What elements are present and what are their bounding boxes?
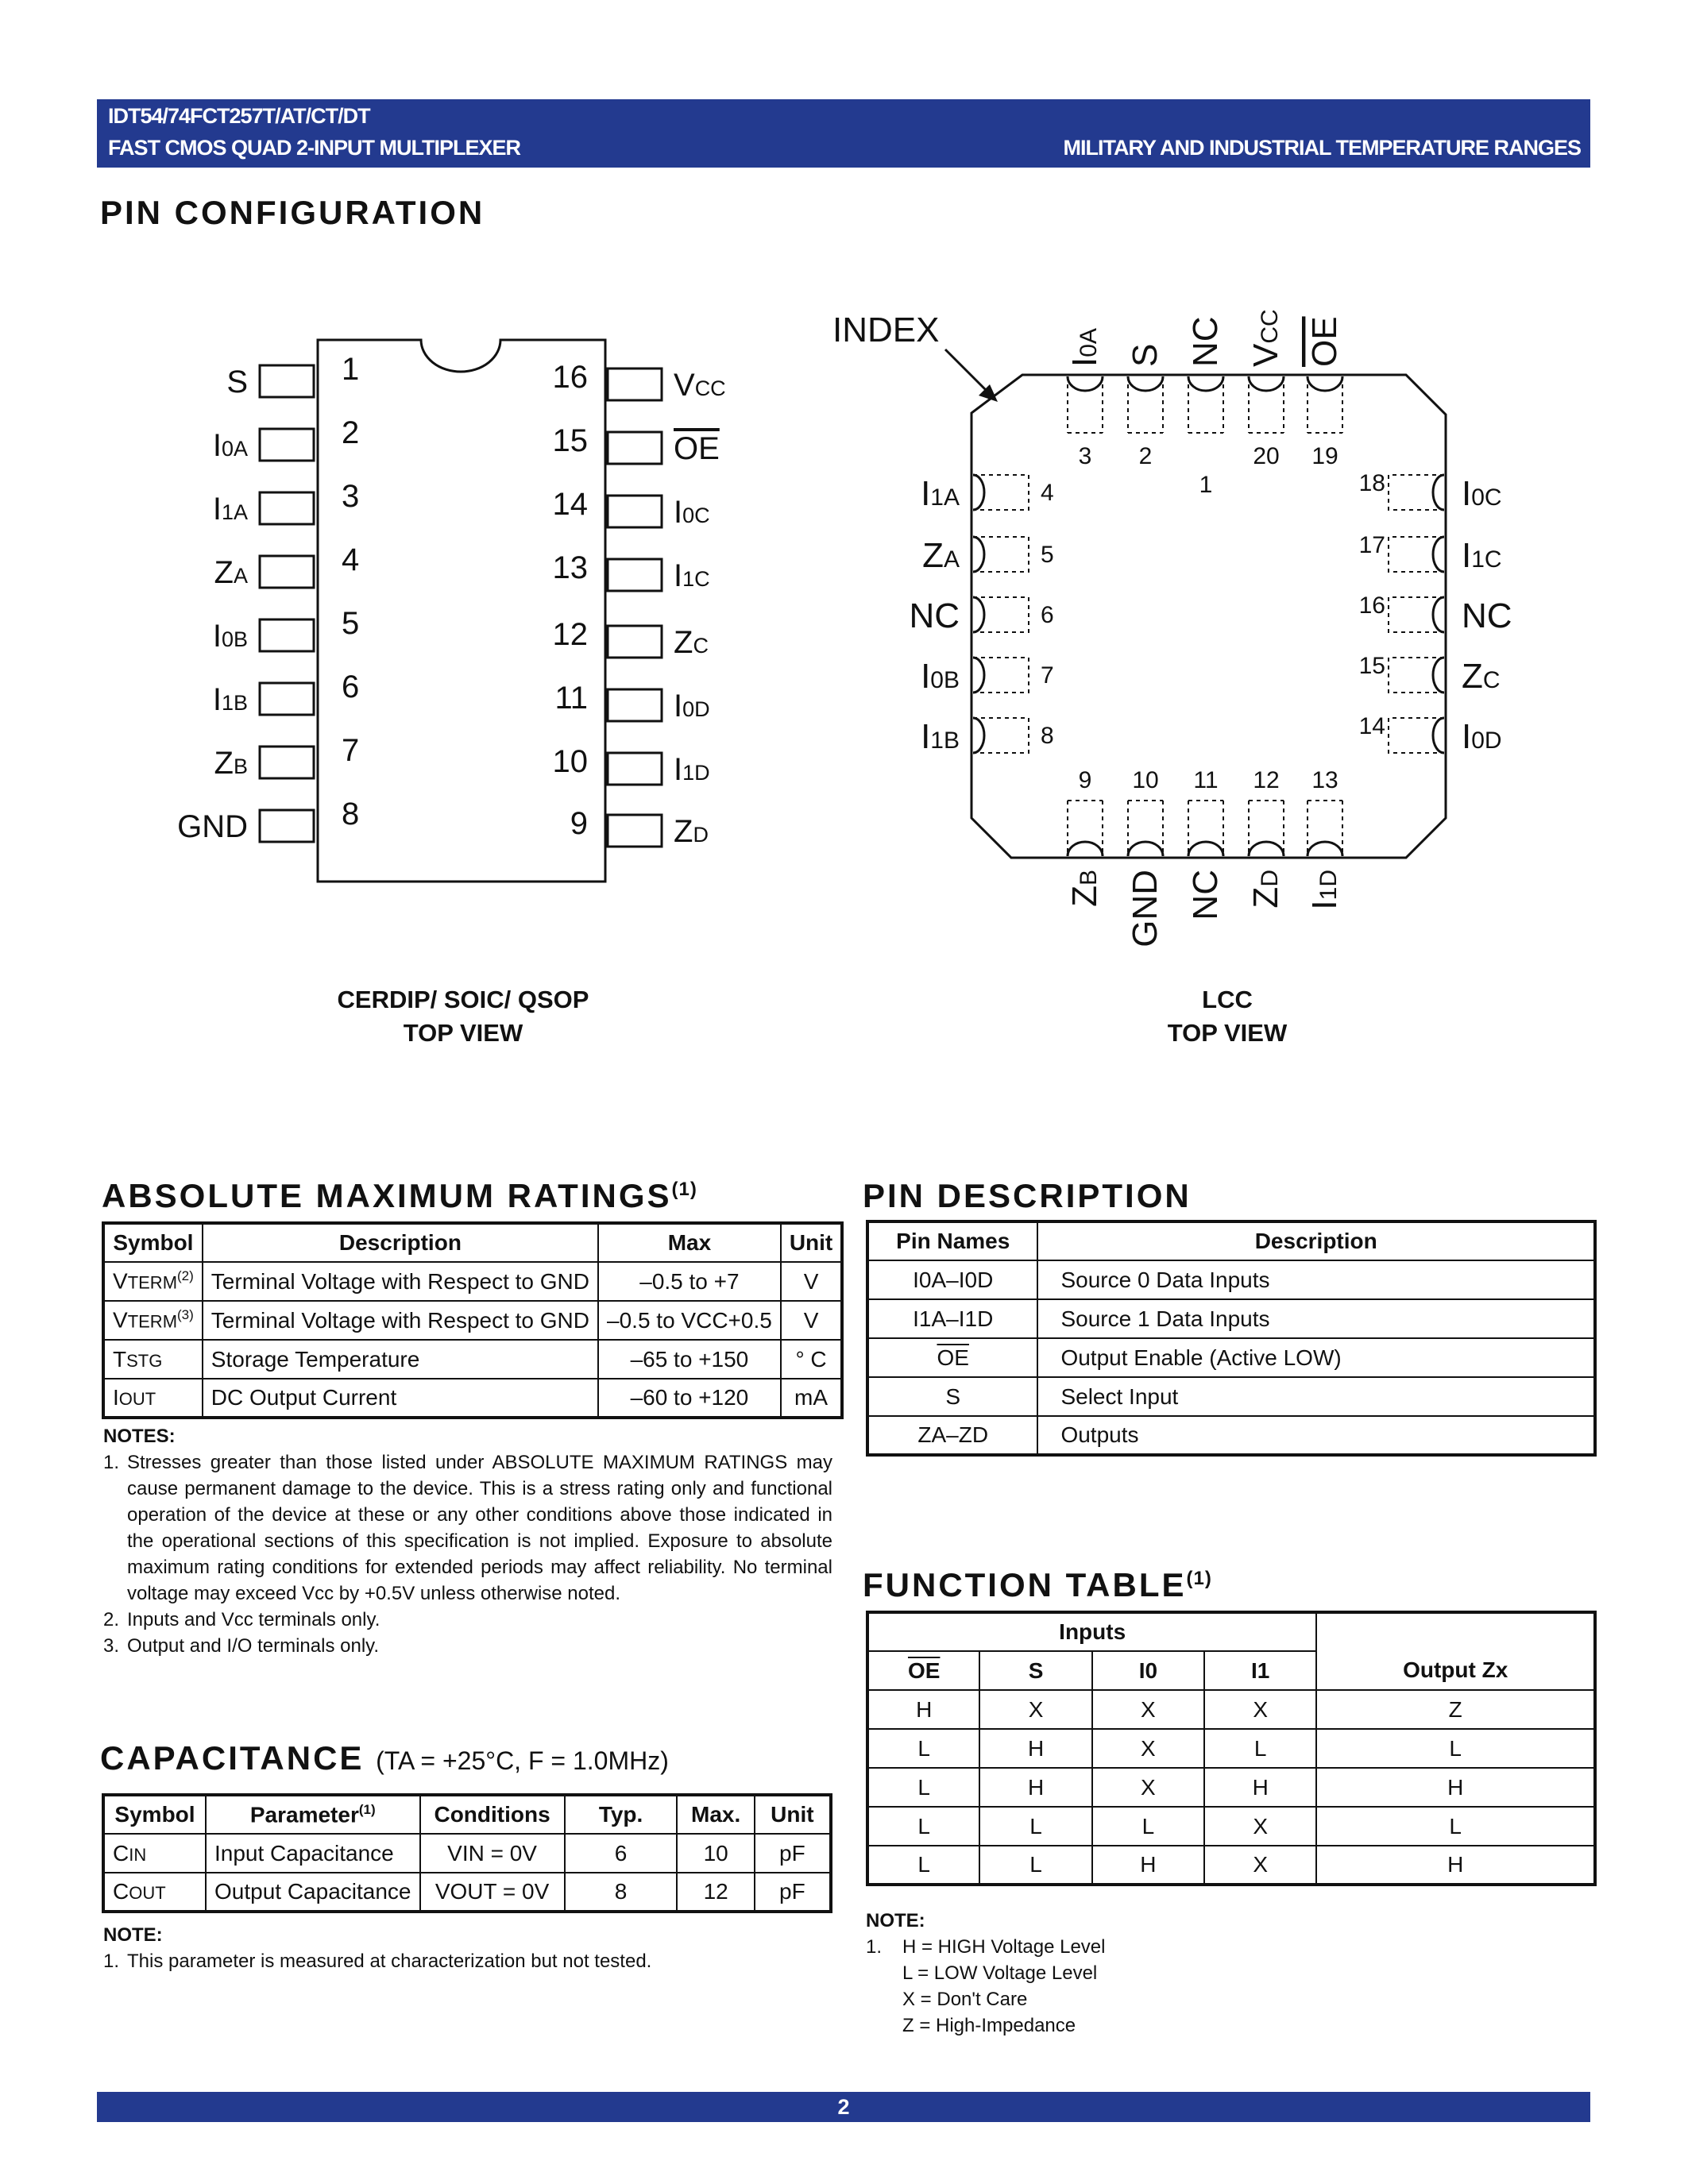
page-number: 2 <box>837 2095 850 2119</box>
dip-body-outline <box>318 340 605 882</box>
dip-pin-4 <box>214 542 360 590</box>
lcc-pad-edge <box>1188 376 1223 391</box>
lcc-pad-edge <box>1308 376 1342 391</box>
capacitance-notes: NOTE: 1. This parameter is measured at characterization but not tested. <box>103 1922 832 1974</box>
description-cell: Terminal Voltage with Respect to GND <box>203 1262 598 1301</box>
input-cell: X <box>1204 1846 1316 1885</box>
dip-pin-label: ZB <box>214 746 248 781</box>
symbol-cell: COUT <box>103 1873 206 1912</box>
lcc-pad-edge <box>1128 376 1163 391</box>
lcc-pin-14 <box>1359 713 1502 756</box>
function-col-header: I1 <box>1204 1651 1316 1690</box>
dip-pin-label: S <box>226 365 248 399</box>
pin-description-cell: Source 1 Data Inputs <box>1037 1299 1595 1338</box>
lcc-pad <box>1308 801 1342 856</box>
lcc-caption: LCC TOP VIEW <box>1167 986 1288 1047</box>
dip-pin-lead <box>260 492 314 524</box>
symbol-cell: VTERM$^{(2)}$ <box>103 1262 203 1301</box>
dip-pin-label: GND <box>177 809 248 844</box>
input-cell: L <box>979 1846 1091 1885</box>
lcc-pin-7 <box>921 657 1054 696</box>
lcc-pad-edge <box>1433 597 1444 632</box>
pin-name-cell: S <box>867 1377 1037 1416</box>
function-col-header: $\overline{OE}$ <box>867 1651 979 1690</box>
function-col-header: I0 <box>1092 1651 1204 1690</box>
input-cell: L <box>867 1729 979 1768</box>
dip-pin-16 <box>553 360 726 403</box>
pin-name-cell: I0A–I0D <box>867 1260 1037 1299</box>
lcc-pin-label: I1B <box>921 717 960 756</box>
dip-pin-11 <box>554 681 709 723</box>
dip-pin-13 <box>553 550 710 593</box>
pin-description-table <box>866 1220 1597 1457</box>
inputs-header: Inputs <box>867 1612 1316 1651</box>
dip-pin-label: I1D <box>674 752 710 787</box>
max-cell: –65 to +150 <box>598 1340 781 1379</box>
lcc-pin-label: I1A <box>921 474 960 513</box>
lcc-pin-label: NC <box>909 596 960 635</box>
table-row <box>867 1768 1595 1807</box>
input-cell: H <box>979 1729 1091 1768</box>
table-row <box>867 1690 1595 1729</box>
lcc-pad-edge <box>973 718 984 753</box>
lcc-pin-number: 19 <box>1311 443 1338 469</box>
pin-name-cell: I1A–I1D <box>867 1299 1037 1338</box>
lcc-pin-label: I0D <box>1462 717 1502 756</box>
table-row <box>103 1873 831 1912</box>
output-cell: H <box>1316 1768 1595 1807</box>
dip-pin-label: I0A <box>212 428 248 463</box>
lcc-pad-edge <box>1308 842 1342 856</box>
pin-configuration-title: PIN CONFIGURATION <box>100 194 485 231</box>
lcc-pad-edge <box>1433 475 1444 510</box>
dip-pin-lead <box>260 747 314 778</box>
table-row <box>867 1846 1595 1885</box>
unit-cell: V <box>781 1301 842 1340</box>
lcc-pad <box>1068 801 1103 856</box>
dip-pin-2 <box>213 415 359 463</box>
note-item: 1. Stresses greater than those listed under ABSOLUTE MAXIMUM RATINGS may cause permanent damage to the device. This is a stress rating only and functional operation of the device at these or any other conditions above those indicated in the operational sections of this specification is not implied. Exposure to absolute maximum rating conditions for extended periods may affect reliability. No terminal voltage may exceed Vcc by +0.5V unless otherwise noted. <box>103 1452 832 1604</box>
dip-package-diagram <box>0 0 842 913</box>
input-cell: L <box>1092 1807 1204 1846</box>
lcc-pin-18 <box>1359 470 1502 513</box>
input-cell: H <box>867 1690 979 1729</box>
lcc-pad-edge <box>973 475 984 510</box>
parameter-cell: Output Capacitance <box>206 1873 420 1912</box>
table-row <box>103 1340 842 1379</box>
lcc-pad-edge <box>973 658 984 693</box>
dip-pin-lead <box>260 365 314 397</box>
conditions-cell: VIN = 0V <box>420 1834 565 1873</box>
lcc-pin-label: I0A <box>1065 328 1104 367</box>
lcc-pad <box>1068 376 1103 433</box>
lcc-pad <box>1128 801 1163 856</box>
dip-pin-number: 12 <box>552 617 588 652</box>
lcc-pin-label: I0B <box>921 657 960 696</box>
lcc-pin-label: OE <box>1305 316 1344 367</box>
lcc-pin-label: ZD <box>1246 870 1285 909</box>
max-cell: –0.5 to +7 <box>598 1262 781 1301</box>
table-row <box>867 1260 1595 1299</box>
dip-pin-3 <box>213 479 359 527</box>
input-cell: X <box>1204 1690 1316 1729</box>
lcc-pin-number: 1 <box>1199 472 1213 498</box>
lcc-pin-number: 18 <box>1358 470 1385 496</box>
lcc-pin-label: ZA <box>922 536 960 575</box>
dip-pin-number: 2 <box>342 415 360 450</box>
conditions-cell: VOUT = 0V <box>420 1873 565 1912</box>
lcc-pad-edge <box>1433 537 1444 572</box>
dip-caption: CERDIP/ SOIC/ QSOP TOP VIEW <box>337 986 589 1047</box>
lcc-pin-number: 4 <box>1041 480 1054 506</box>
dip-pin-lead <box>608 689 662 721</box>
dip-pin-7 <box>214 733 360 781</box>
lcc-pad-edge <box>1188 842 1223 856</box>
dip-pin-lead <box>608 496 662 527</box>
input-cell: X <box>1204 1807 1316 1846</box>
symbol-cell: TSTG <box>103 1340 203 1379</box>
lcc-pin-19 <box>1305 316 1344 469</box>
lcc-pin-2 <box>1126 344 1165 469</box>
lcc-pin-9 <box>1065 767 1104 907</box>
lcc-pad <box>1308 376 1342 433</box>
lcc-pin-number: 9 <box>1078 767 1092 793</box>
lcc-pin-12 <box>1246 767 1285 909</box>
abs-header-max: Max <box>598 1223 781 1262</box>
dip-pin-lead <box>260 556 314 588</box>
input-cell: H <box>1092 1846 1204 1885</box>
cap-header-parameter: Parameter$^{(1)}$ <box>206 1795 420 1834</box>
lcc-pin-label: NC <box>1186 316 1225 367</box>
lcc-pin-8 <box>921 717 1054 756</box>
pin-description-cell: Select Input <box>1037 1377 1595 1416</box>
pin-description-cell: Outputs <box>1037 1416 1595 1455</box>
lcc-pad-edge <box>1128 842 1163 856</box>
lcc-pin-label: GND <box>1126 870 1165 947</box>
lcc-pin-label: NC <box>1186 870 1225 920</box>
dip-pin-14 <box>553 487 710 530</box>
lcc-pin-number: 14 <box>1358 713 1385 739</box>
max-cell: 10 <box>677 1834 754 1873</box>
output-cell: Z <box>1316 1690 1595 1729</box>
footer-bar <box>97 2092 1590 2122</box>
lcc-pin-11 <box>1186 767 1225 920</box>
lcc-pin-number: 2 <box>1138 443 1153 469</box>
table-row <box>867 1338 1595 1377</box>
table-row <box>103 1379 842 1418</box>
abs-max-notes <box>103 1423 832 1659</box>
dip-pin-label: VCC <box>674 368 726 403</box>
lcc-pad <box>1249 801 1284 856</box>
lcc-pin-label: I1D <box>1305 870 1344 910</box>
dip-pin-number: 6 <box>342 669 360 704</box>
dip-pin-label: ZD <box>674 814 709 849</box>
table-row <box>867 1377 1595 1416</box>
output-header: Output Zx <box>1316 1612 1595 1690</box>
max-cell: 12 <box>677 1873 754 1912</box>
lcc-pad-edge <box>1249 376 1284 391</box>
dip-pin-lead <box>260 683 314 715</box>
dip-pin-lead <box>608 753 662 785</box>
lcc-pad <box>1128 376 1163 433</box>
lcc-pin-label: ZB <box>1065 870 1104 907</box>
function-table-notes: NOTE: 1. H = HIGH Voltage Level L = LOW Voltage Level X = Don't Care Z = High-Impedance <box>866 1908 1342 2039</box>
function-table-title: FUNCTION TABLE$^{(1)}$ <box>863 1566 1212 1603</box>
parameter-cell: Input Capacitance <box>206 1834 420 1873</box>
lcc-pin-number: 5 <box>1041 542 1054 568</box>
lcc-pin-number: 16 <box>1358 592 1385 619</box>
lcc-pin-number: 6 <box>1041 602 1054 628</box>
input-cell: L <box>867 1846 979 1885</box>
dip-pin-6 <box>213 669 359 717</box>
dip-pin-lead <box>260 810 314 842</box>
unit-cell: V <box>781 1262 842 1301</box>
cap-header-unit: Unit <box>755 1795 831 1834</box>
table-row <box>103 1301 842 1340</box>
dip-pin-label: I0D <box>674 689 710 723</box>
lcc-pad <box>1249 376 1284 433</box>
dip-pin-number: 3 <box>342 479 360 514</box>
lcc-pin-label: S <box>1126 343 1165 367</box>
cap-header-symbol: Symbol <box>103 1795 206 1834</box>
lcc-pad-edge <box>1433 658 1444 693</box>
lcc-pad-edge <box>973 537 984 572</box>
note-item: 2. Inputs and Vcc terminals only. <box>103 1609 380 1630</box>
function-col-header: S <box>979 1651 1091 1690</box>
typ-cell: 6 <box>565 1834 678 1873</box>
dip-pin-label: I1B <box>212 682 248 717</box>
dip-pin-number: 13 <box>552 550 588 585</box>
notes-heading: NOTES: <box>103 1426 176 1447</box>
max-cell: –0.5 to VCC+0.5 <box>598 1301 781 1340</box>
dip-pin-lead <box>608 626 662 658</box>
input-cell: H <box>1204 1768 1316 1807</box>
table-row <box>867 1416 1595 1455</box>
note-item: Z = High-Impedance <box>902 2015 1076 2036</box>
cap-header-max: Max. <box>677 1795 754 1834</box>
abs-header-description: Description <box>203 1223 598 1262</box>
dip-pin-10 <box>553 744 710 787</box>
abs-header-unit: Unit <box>781 1223 842 1262</box>
dip-pin-lead <box>260 429 314 461</box>
lcc-pin-number: 11 <box>1193 767 1219 793</box>
lcc-pin-label: I0C <box>1462 474 1502 513</box>
note-item: 3. Output and I/O terminals only. <box>103 1635 380 1657</box>
dip-pin-label: ZA <box>214 555 248 590</box>
capacitance-title: CAPACITANCE (TA = +25°C, F = 1.0MHz) <box>100 1739 669 1777</box>
capacitance-note-1: This parameter is measured at characterization but not tested. <box>127 1951 652 1972</box>
unit-cell: ° C <box>781 1340 842 1379</box>
typ-cell: 8 <box>565 1873 678 1912</box>
unit-cell: mA <box>781 1379 842 1418</box>
dip-pin-label: OE <box>674 431 720 466</box>
dip-pin-lead <box>608 559 662 591</box>
pin-description-cell: Output Enable (Active LOW) <box>1037 1338 1595 1377</box>
lcc-pin-5 <box>922 536 1054 575</box>
lcc-pin-label: I1C <box>1462 536 1502 575</box>
temperature-ranges: MILITARY AND INDUSTRIAL TEMPERATURE RANGES <box>1063 136 1581 160</box>
note-item: X = Don't Care <box>902 1989 1028 2010</box>
lcc-pad-edge <box>1068 842 1103 856</box>
pin-description-title: PIN DESCRIPTION <box>863 1177 1192 1214</box>
unit-cell: pF <box>755 1834 831 1873</box>
lcc-pin-label: VCC <box>1246 309 1285 367</box>
lcc-pin-number: 20 <box>1253 443 1280 469</box>
dip-pin-number: 5 <box>342 606 360 641</box>
lcc-pad-edge <box>1433 718 1444 753</box>
lcc-pin-number: 10 <box>1132 767 1159 793</box>
dip-pin-number: 16 <box>552 360 588 395</box>
lcc-pin-4 <box>921 474 1054 513</box>
dip-pin-lead <box>608 432 662 464</box>
lcc-pin-6 <box>909 596 1053 635</box>
output-cell: H <box>1316 1846 1595 1885</box>
lcc-index-label: INDEX <box>832 311 940 349</box>
input-cell: X <box>979 1690 1091 1729</box>
pin-name-cell: ZA–ZD <box>867 1416 1037 1455</box>
pin-description-cell: Source 0 Data Inputs <box>1037 1260 1595 1299</box>
dip-pin-number: 14 <box>552 487 588 522</box>
dip-pin-lead <box>608 369 662 400</box>
table-row <box>103 1262 842 1301</box>
pin-desc-header-pin-names: Pin Names <box>867 1221 1037 1260</box>
capacitance-table <box>102 1793 832 1913</box>
lcc-pin-number: 13 <box>1311 767 1338 793</box>
lcc-pad <box>1188 801 1223 856</box>
lcc-pin-20 <box>1246 309 1285 469</box>
dip-pin-lead <box>608 815 662 847</box>
dip-pin-15 <box>553 423 720 466</box>
dip-pin-number: 9 <box>570 806 588 841</box>
lcc-pin-15 <box>1359 653 1501 696</box>
description-cell: Storage Temperature <box>203 1340 598 1379</box>
dip-pin-number: 11 <box>554 681 588 716</box>
dip-pin-label: I1A <box>212 492 248 527</box>
dip-pin-5 <box>213 606 359 654</box>
lcc-pad-edge <box>1249 842 1284 856</box>
part-number: IDT54/74FCT257T/AT/CT/DT <box>108 104 370 128</box>
table-row <box>867 1299 1595 1338</box>
dip-pin-lead <box>260 619 314 651</box>
table-row <box>103 1834 831 1873</box>
dip-pin-number: 7 <box>342 733 360 768</box>
dip-pin-8 <box>177 797 359 844</box>
lcc-pin-17 <box>1359 532 1502 575</box>
device-name: FAST CMOS QUAD 2-INPUT MULTIPLEXER <box>108 136 521 160</box>
input-cell: X <box>1092 1768 1204 1807</box>
dip-pin-label: I0C <box>674 495 710 530</box>
output-cell: L <box>1316 1807 1595 1846</box>
dip-pin-label: ZC <box>674 625 709 660</box>
lcc-pin-16 <box>1359 592 1512 635</box>
lcc-pin-1 <box>1186 316 1225 498</box>
lcc-pin-number: 7 <box>1041 662 1054 689</box>
cap-header-conditions: Conditions <box>420 1795 565 1834</box>
dip-pin-1 <box>226 352 359 399</box>
input-cell: L <box>867 1807 979 1846</box>
pin-name-cell: $\overline{OE}$ <box>867 1338 1037 1377</box>
lcc-pad-edge <box>1068 376 1103 391</box>
lcc-pin-number: 3 <box>1078 443 1092 469</box>
function-table <box>866 1611 1597 1886</box>
cap-header-typ: Typ. <box>565 1795 678 1834</box>
dip-pin-9 <box>570 806 709 849</box>
lcc-pin-3 <box>1065 328 1104 469</box>
description-cell: DC Output Current <box>203 1379 598 1418</box>
lcc-pin-label: NC <box>1462 596 1512 635</box>
abs-max-title: ABSOLUTE MAXIMUM RATINGS$^{(1)}$ <box>102 1177 697 1214</box>
symbol-cell: VTERM$^{(3)}$ <box>103 1301 203 1340</box>
table-row <box>867 1807 1595 1846</box>
dip-pin-number: 15 <box>552 423 588 458</box>
lcc-pad <box>1188 376 1223 433</box>
lcc-pin-number: 12 <box>1253 767 1280 793</box>
input-cell: X <box>1092 1690 1204 1729</box>
input-cell: H <box>979 1768 1091 1807</box>
output-cell: L <box>1316 1729 1595 1768</box>
dip-pin-number: 4 <box>342 542 360 577</box>
dip-pin-label: I0B <box>212 619 248 654</box>
input-cell: L <box>1204 1729 1316 1768</box>
lcc-pin-number: 8 <box>1041 723 1054 749</box>
lcc-pin-number: 15 <box>1358 653 1385 679</box>
lcc-package-diagram <box>826 286 1620 953</box>
dip-pin-number: 1 <box>342 352 360 387</box>
dip-pin-label: I1C <box>674 558 710 593</box>
lcc-pin-label: ZC <box>1462 657 1501 696</box>
max-cell: –60 to +120 <box>598 1379 781 1418</box>
dip-pin-number: 8 <box>342 797 360 832</box>
note-item: L = LOW Voltage Level <box>902 1962 1098 1984</box>
symbol-cell: CIN <box>103 1834 206 1873</box>
note-item: 1. H = HIGH Voltage Level <box>866 1936 1106 1958</box>
unit-cell: pF <box>755 1873 831 1912</box>
input-cell: L <box>979 1807 1091 1846</box>
abs-max-table <box>102 1221 844 1419</box>
abs-header-symbol: Symbol <box>103 1223 203 1262</box>
lcc-pin-13 <box>1305 767 1344 910</box>
symbol-cell: IOUT <box>103 1379 203 1418</box>
table-row <box>867 1729 1595 1768</box>
input-cell: X <box>1092 1729 1204 1768</box>
lcc-pad-edge <box>973 597 984 632</box>
pin-desc-header-description: Description <box>1037 1221 1595 1260</box>
dip-pin-12 <box>553 617 709 660</box>
dip-pin-number: 10 <box>552 744 588 779</box>
description-cell: Terminal Voltage with Respect to GND <box>203 1301 598 1340</box>
lcc-pin-number: 17 <box>1358 532 1385 558</box>
input-cell: L <box>867 1768 979 1807</box>
